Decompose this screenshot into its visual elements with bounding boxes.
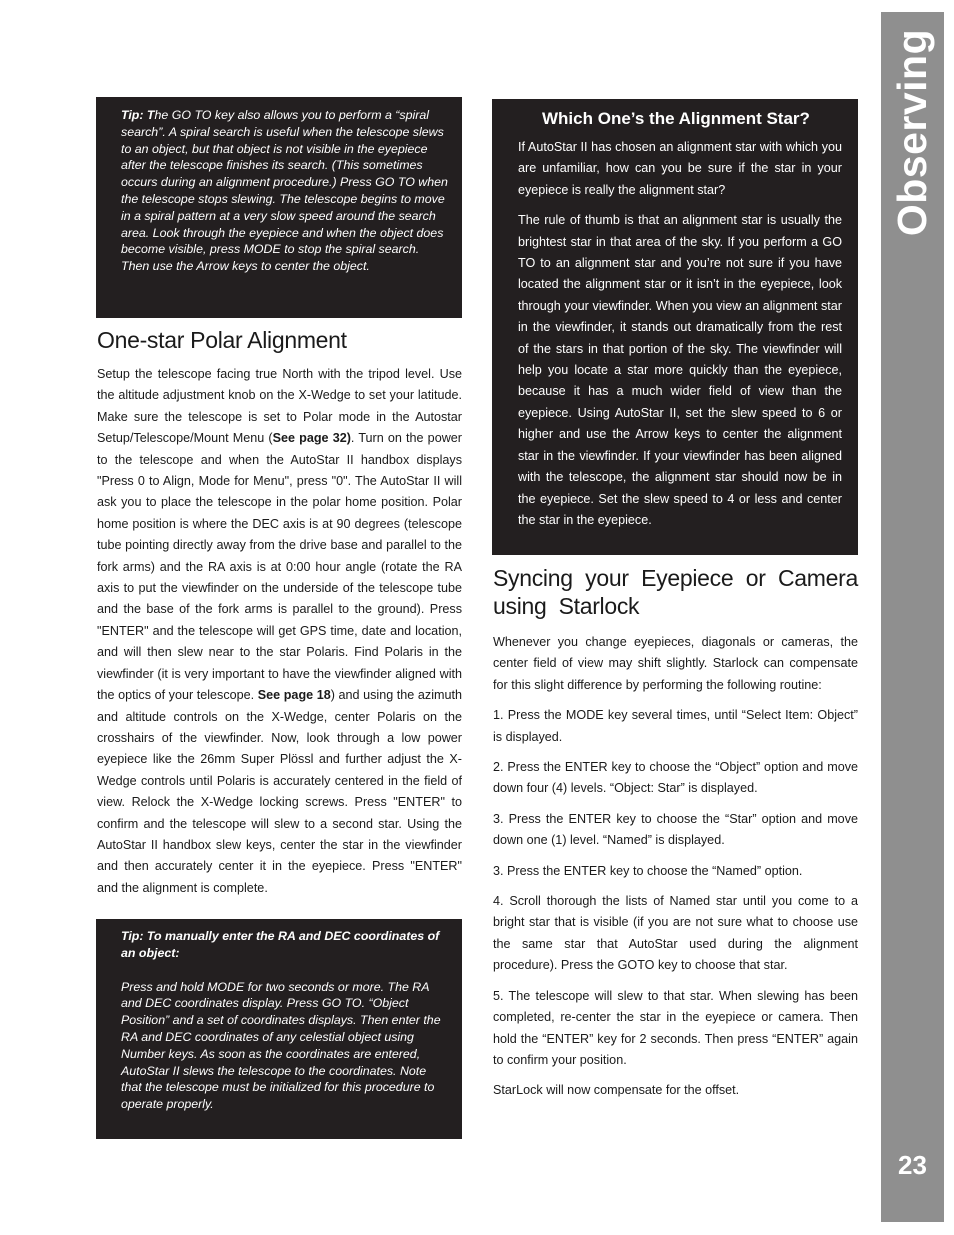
page-number: 23 [898,1150,927,1180]
alignment-star-paragraph: If AutoStar II has chosen an alignment star with which you are unfamiliar, how can you be sure if the star in your eyepiece is really the alignment star? [518,140,842,197]
section-side-tab [881,12,944,1222]
tip-label: Tip: T [121,108,155,122]
tip-box-spiral-search [96,97,462,318]
page-ref-18: See page 18 [257,688,331,703]
list-item: 2. Press the ENTER key to choose the “Object” option and move down four (4) levels. “Object: Star” is displayed. [493,760,858,796]
syncing-heading: Syncing your Eyepiece or Camera using Starlock [493,565,858,619]
list-item: 1. Press the MODE key several times, until “Select Item: Object” is displayed. [493,708,858,744]
tip-ra-dec-text: Press and hold MODE for two seconds or more. The RA and DEC coordinates display. Press GO TO. “Object Position” and a set of coordinates displays. Then enter the RA and DEC coordinates of any celestial object using Number keys. As soon as the coordinates are entered, AutoStar II slews the telescope to the coordinates. Note that the telescope must be initialized for this procedure to operate properly. [121,979,441,1112]
polar-alignment-heading: One-star Polar Alignment [97,327,347,353]
list-item: 3. Press the ENTER key to choose the “Named” option. [493,863,803,878]
tip-box-ra-dec [96,919,462,1139]
polar-alignment-section [97,326,462,899]
section-title-vertical [881,12,944,252]
list-item: 4. Scroll thorough the lists of Named star until you come to a bright star that is visible (if you are not sure what to choose use the same star that AutoStar used during the alignment procedure). Press the GOTO key to choose that star. [493,894,858,973]
alignment-star-title: Which One’s the Alignment Star? [542,109,810,128]
list-item: 3. Press the ENTER key to choose the “Star” option and move down one (1) level. “Named” is displayed. [493,811,858,848]
syncing-intro: Whenever you change eyepieces, diagonals or cameras, the center field of view may shift slightly. Starlock can compensate for this slight difference by performing the following routine: [493,635,858,692]
list-item: 5. The telescope will slew to that star. When slewing has been completed, re-center the star in the eyepiece or camera. Then hold the “ENTER” key for 2 seconds. Then press “ENTER” again to confirm your position. [493,988,858,1067]
polar-alignment-text: Setup the telescope facing true North with the tripod level. Use the altitude adjustment knob on the X-Wedge to set your latitude. Make sure the telescope is set to Polar mode in the Autostar Setup/Telescope/Mount Menu (See page 32). Turn on the power to the telescope and when the AutoStar II handbox displays "Press 0 to Align, Mode for Menu", press "0". The AutoStar II will ask you to place the telescope in the polar home position. Polar home position is where the DEC axis is at 90 degrees (telescope tube pointing directly away from the drive base and parallel to the fork arms) and the RA axis is at 0:00 hour angle (rotate the RA axis to put the viewfinder on the underside of the telescope tube and the base of the fork arms is parallel to the ground). Press "ENTER" and the telescope will get GPS time, date and location, and will then slew near to the star Polaris. Find Polaris in the viewfinder (it is very important to have the viewfinder aligned with the optics of your telescope. See page 18) and using the azimuth and altitude controls on the X-Wedge, center Polaris on the crosshairs of the viewfinder. Now, look through a low power eyepiece like the 26mm Super Plössl and further adjust the X-Wedge controls until Polaris is accurately centered in the field of view. Relock the X-Wedge locking screws. Press "ENTER" to confirm and the telescope will slew to a second star. Using the AutoStar II handbox slew keys, center the star in the viewfinder and then accurately center it in the eyepiece. Press "ENTER" and the alignment is complete. [97,367,462,895]
alignment-star-paragraph: The rule of thumb is that an alignment star is usually the brightest star in that area of the sky. If you perform a GO TO to an alignment star and you’re not sure if you have located the alignment star or it isn’t in the eyepiece, look through your viewfinder. When you view an alignment star in the viewfinder, it stands out dramatically from the rest of the stars in that portion of the sky. The viewfinder will help you locate a star more quickly than the eyepiece, because it has a much wider field of view than the eyepiece. Using AutoStar II, set the slew speed to 6 or higher and use the Arrow keys to center the alignment star in the viewfinder. If your viewfinder has been aligned with the telescope, the alignment star should now be in the eyepiece. Set the slew speed to 4 or less and center the star in the eyepiece. [518,213,842,527]
alignment-star-box [492,99,858,555]
tip-spiral-text: Tip: The GO TO key also allows you to perform a “spiral search”. A spiral search is useful when the telescope slews to an object, but that object is not visible in the eyepiece after the telescope finishes its search. (This sometimes occurs during an alignment procedure.) Press GO TO when the telescope stops slewing. The telescope begins to move in a spiral pattern at a very slow speed around the search area. Look through the eyepiece and when the object does become visible, press MODE to stop the spiral search. Then use the Arrow keys to center the object. [121,108,448,274]
alignment-star-body [492,137,858,531]
section-title: Observing [889,28,935,236]
page-ref-32: See page 32) [272,431,351,446]
syncing-closing: StarLock will now compensate for the offset. [493,1083,740,1098]
tip-ra-dec-label: Tip: To manually enter the RA and DEC coordinates of an object: [121,929,440,960]
syncing-section [493,564,858,1111]
